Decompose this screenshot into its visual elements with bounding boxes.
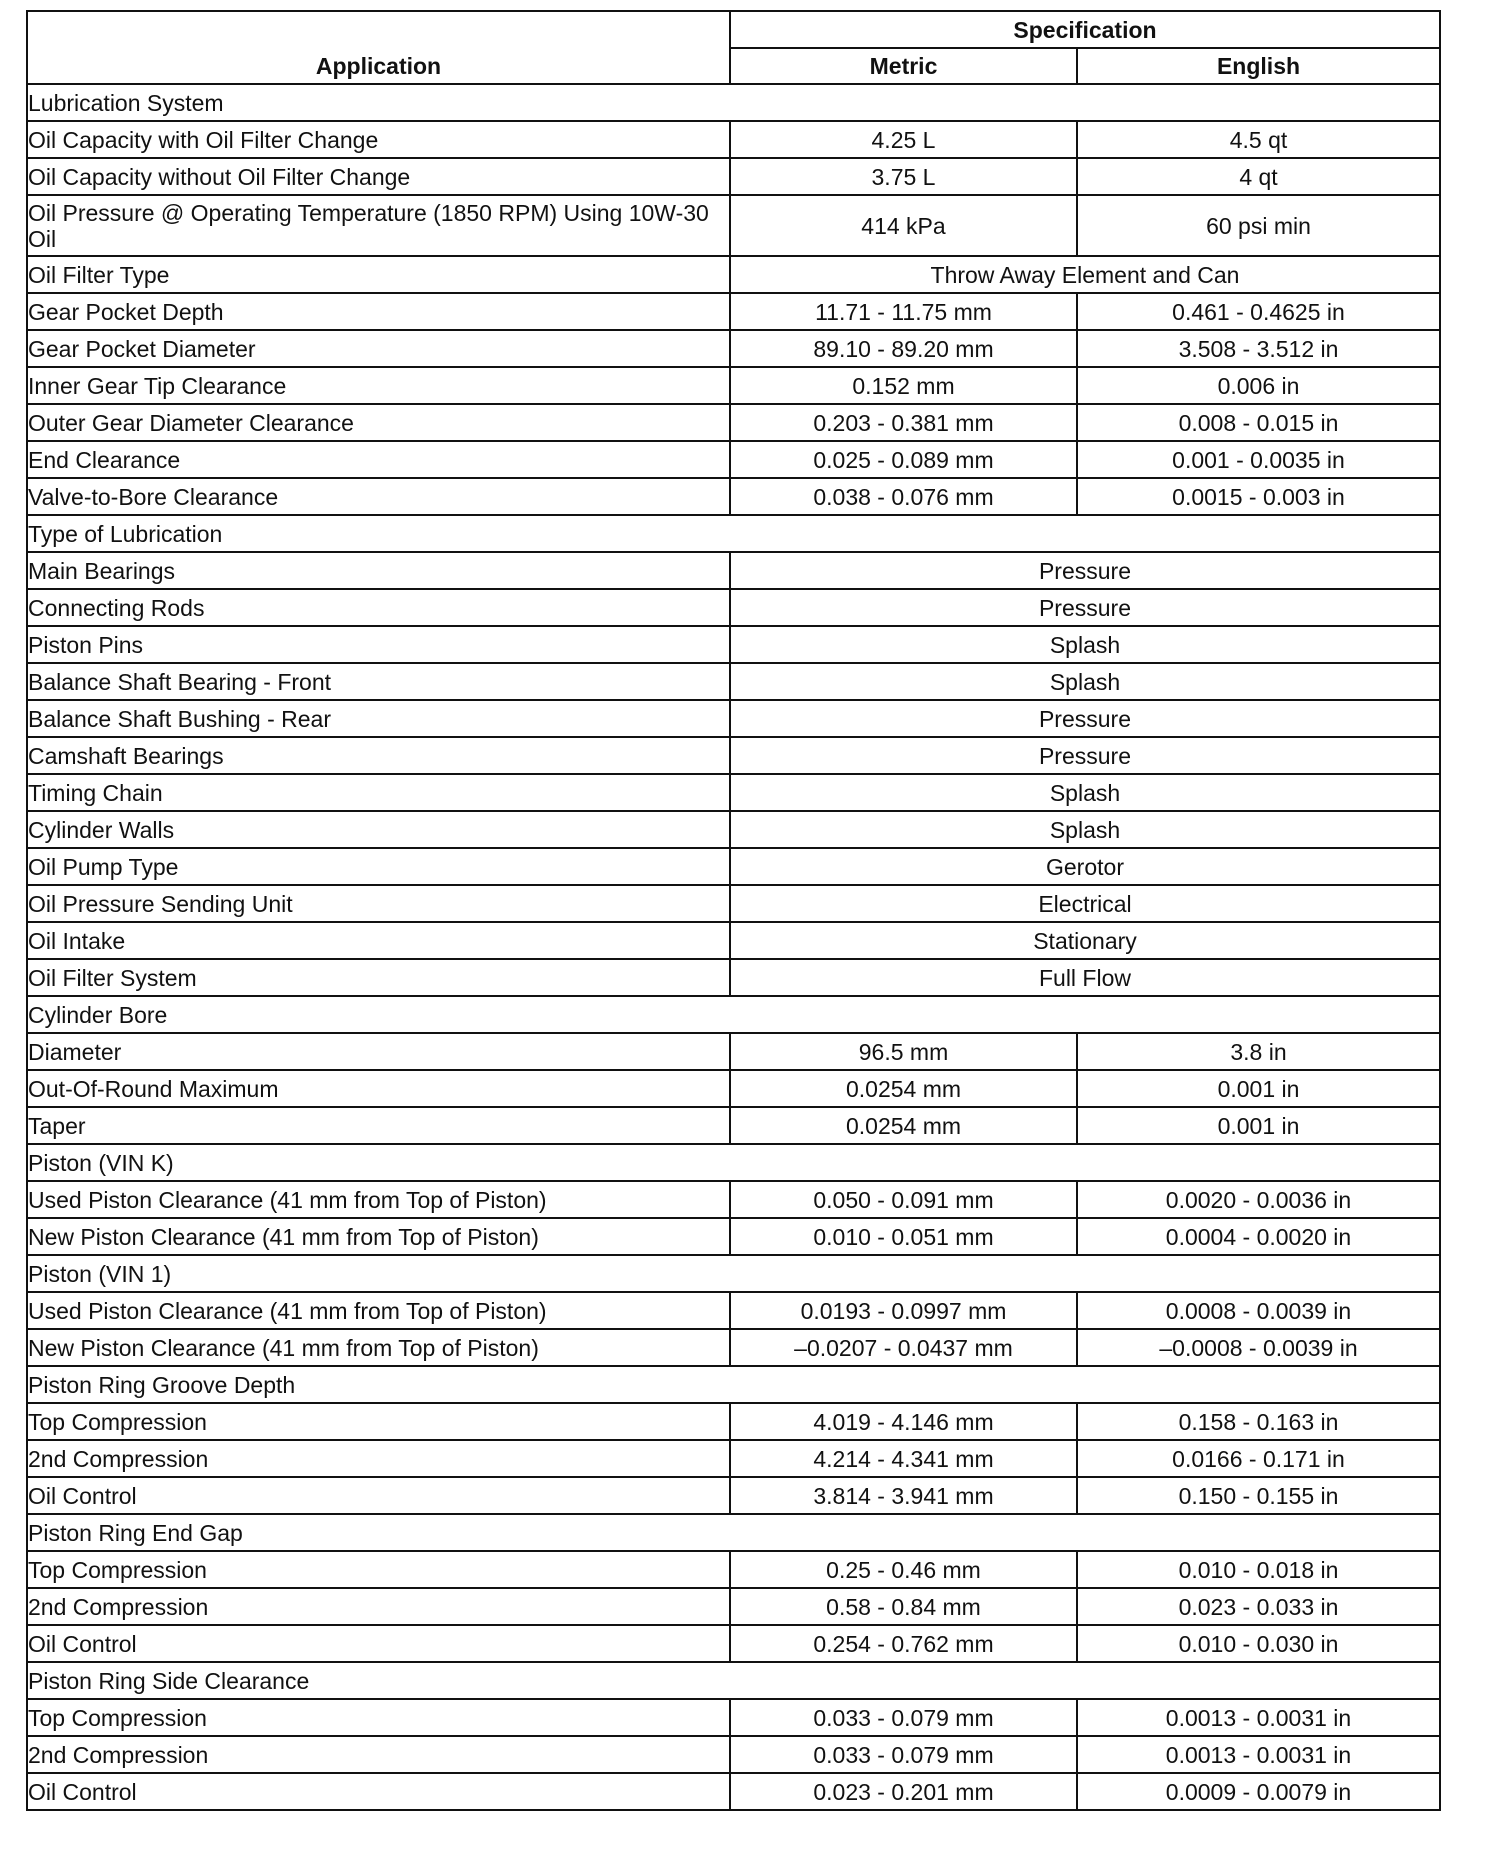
table-row (27, 1699, 1440, 1736)
table-row (27, 1736, 1440, 1773)
metric-cell: 0.0254 mm (730, 1107, 1077, 1144)
application-cell: Used Piston Clearance (41 mm from Top of Piston) (27, 1181, 730, 1218)
table-row (27, 195, 1440, 256)
english-cell: 0.0009 - 0.0079 in (1077, 1773, 1440, 1810)
application-cell: Oil Control (27, 1477, 730, 1514)
application-cell: Timing Chain (27, 774, 730, 811)
metric-cell: 3.814 - 3.941 mm (730, 1477, 1077, 1514)
metric-cell: 0.010 - 0.051 mm (730, 1218, 1077, 1255)
table-row (27, 552, 1440, 589)
english-cell: 0.158 - 0.163 in (1077, 1403, 1440, 1440)
section-row (27, 1662, 1440, 1699)
table-row (27, 959, 1440, 996)
english-cell: 0.023 - 0.033 in (1077, 1588, 1440, 1625)
table-row (27, 1440, 1440, 1477)
table-row (27, 158, 1440, 195)
table-row (27, 1403, 1440, 1440)
application-cell: Camshaft Bearings (27, 737, 730, 774)
application-cell: Valve-to-Bore Clearance (27, 478, 730, 515)
header-metric: Metric (730, 48, 1077, 84)
application-cell: New Piston Clearance (41 mm from Top of Piston) (27, 1329, 730, 1366)
english-cell: –0.0008 - 0.0039 in (1077, 1329, 1440, 1366)
table-row (27, 478, 1440, 515)
application-cell: Connecting Rods (27, 589, 730, 626)
application-cell: Gear Pocket Diameter (27, 330, 730, 367)
application-cell: Main Bearings (27, 552, 730, 589)
table-body (27, 84, 1440, 1810)
english-cell: 60 psi min (1077, 195, 1440, 256)
section-label: Type of Lubrication (27, 515, 1440, 552)
table-row (27, 700, 1440, 737)
english-cell: 0.001 in (1077, 1070, 1440, 1107)
application-cell: 2nd Compression (27, 1588, 730, 1625)
table-row (27, 1588, 1440, 1625)
application-cell: Oil Pump Type (27, 848, 730, 885)
section-label: Piston Ring Groove Depth (27, 1366, 1440, 1403)
application-cell: Cylinder Walls (27, 811, 730, 848)
english-cell: 0.0008 - 0.0039 in (1077, 1292, 1440, 1329)
metric-cell: 0.254 - 0.762 mm (730, 1625, 1077, 1662)
table-row (27, 1218, 1440, 1255)
table-row (27, 1181, 1440, 1218)
application-cell: Top Compression (27, 1699, 730, 1736)
metric-cell: 0.025 - 0.089 mm (730, 441, 1077, 478)
english-cell: 0.0015 - 0.003 in (1077, 478, 1440, 515)
application-cell: Oil Filter Type (27, 256, 730, 293)
section-label: Lubrication System (27, 84, 1440, 121)
table-row (27, 293, 1440, 330)
section-row (27, 1514, 1440, 1551)
table-row (27, 922, 1440, 959)
english-cell: 3.8 in (1077, 1033, 1440, 1070)
table-row (27, 848, 1440, 885)
header-english: English (1077, 48, 1440, 84)
specification-cell: Splash (730, 663, 1440, 700)
specification-cell: Throw Away Element and Can (730, 256, 1440, 293)
specification-cell: Pressure (730, 552, 1440, 589)
metric-cell: 0.023 - 0.201 mm (730, 1773, 1077, 1810)
english-cell: 4 qt (1077, 158, 1440, 195)
application-cell: End Clearance (27, 441, 730, 478)
english-cell: 0.0013 - 0.0031 in (1077, 1699, 1440, 1736)
english-cell: 0.0166 - 0.171 in (1077, 1440, 1440, 1477)
metric-cell: –0.0207 - 0.0437 mm (730, 1329, 1077, 1366)
english-cell: 3.508 - 3.512 in (1077, 330, 1440, 367)
section-row (27, 84, 1440, 121)
metric-cell: 0.050 - 0.091 mm (730, 1181, 1077, 1218)
specification-cell: Electrical (730, 885, 1440, 922)
section-row (27, 996, 1440, 1033)
application-cell: Top Compression (27, 1551, 730, 1588)
header-specification: Specification (730, 11, 1440, 48)
table-row (27, 1625, 1440, 1662)
metric-cell: 0.033 - 0.079 mm (730, 1699, 1077, 1736)
specification-cell: Pressure (730, 589, 1440, 626)
metric-cell: 4.019 - 4.146 mm (730, 1403, 1077, 1440)
table-row (27, 1292, 1440, 1329)
section-label: Piston Ring Side Clearance (27, 1662, 1440, 1699)
table-row (27, 663, 1440, 700)
application-cell: Top Compression (27, 1403, 730, 1440)
application-cell: Piston Pins (27, 626, 730, 663)
application-cell: Used Piston Clearance (41 mm from Top of Piston) (27, 1292, 730, 1329)
table-row (27, 589, 1440, 626)
english-cell: 0.008 - 0.015 in (1077, 404, 1440, 441)
metric-cell: 0.033 - 0.079 mm (730, 1736, 1077, 1773)
metric-cell: 0.25 - 0.46 mm (730, 1551, 1077, 1588)
english-cell: 0.006 in (1077, 367, 1440, 404)
specification-cell: Splash (730, 811, 1440, 848)
application-cell: Oil Intake (27, 922, 730, 959)
metric-cell: 89.10 - 89.20 mm (730, 330, 1077, 367)
table-row (27, 121, 1440, 158)
metric-cell: 96.5 mm (730, 1033, 1077, 1070)
section-label: Piston Ring End Gap (27, 1514, 1440, 1551)
table-header (27, 11, 1440, 84)
metric-cell: 0.038 - 0.076 mm (730, 478, 1077, 515)
table-row (27, 1477, 1440, 1514)
table-row (27, 1329, 1440, 1366)
english-cell: 0.001 - 0.0035 in (1077, 441, 1440, 478)
table-row (27, 774, 1440, 811)
english-cell: 0.0020 - 0.0036 in (1077, 1181, 1440, 1218)
application-cell: Taper (27, 1107, 730, 1144)
table-row (27, 1551, 1440, 1588)
english-cell: 0.150 - 0.155 in (1077, 1477, 1440, 1514)
table-row (27, 256, 1440, 293)
table-row (27, 737, 1440, 774)
specification-cell: Splash (730, 626, 1440, 663)
table-row (27, 1070, 1440, 1107)
metric-cell: 4.214 - 4.341 mm (730, 1440, 1077, 1477)
table-row (27, 367, 1440, 404)
table-row (27, 404, 1440, 441)
application-cell: Diameter (27, 1033, 730, 1070)
specification-cell: Pressure (730, 737, 1440, 774)
section-label: Piston (VIN K) (27, 1144, 1440, 1181)
table-row (27, 330, 1440, 367)
specification-cell: Pressure (730, 700, 1440, 737)
application-cell: Oil Control (27, 1773, 730, 1810)
application-cell: 2nd Compression (27, 1440, 730, 1477)
metric-cell: 0.58 - 0.84 mm (730, 1588, 1077, 1625)
english-cell: 0.010 - 0.030 in (1077, 1625, 1440, 1662)
spec-table (26, 10, 1441, 1811)
application-cell: Oil Control (27, 1625, 730, 1662)
application-cell: Inner Gear Tip Clearance (27, 367, 730, 404)
table-row (27, 885, 1440, 922)
application-cell: New Piston Clearance (41 mm from Top of Piston) (27, 1218, 730, 1255)
section-label: Piston (VIN 1) (27, 1255, 1440, 1292)
application-cell: Oil Pressure @ Operating Temperature (1850 RPM) Using 10W-30 Oil (27, 195, 730, 256)
section-row (27, 1255, 1440, 1292)
english-cell: 0.0013 - 0.0031 in (1077, 1736, 1440, 1773)
specification-cell: Gerotor (730, 848, 1440, 885)
table-row (27, 1773, 1440, 1810)
section-row (27, 1366, 1440, 1403)
metric-cell: 414 kPa (730, 195, 1077, 256)
table-row (27, 441, 1440, 478)
table-row (27, 626, 1440, 663)
table-row (27, 1107, 1440, 1144)
metric-cell: 0.152 mm (730, 367, 1077, 404)
english-cell: 0.0004 - 0.0020 in (1077, 1218, 1440, 1255)
application-cell: Gear Pocket Depth (27, 293, 730, 330)
header-application: Application (27, 11, 730, 84)
application-cell: Oil Capacity with Oil Filter Change (27, 121, 730, 158)
table-row (27, 1033, 1440, 1070)
specification-cell: Stationary (730, 922, 1440, 959)
metric-cell: 11.71 - 11.75 mm (730, 293, 1077, 330)
english-cell: 0.001 in (1077, 1107, 1440, 1144)
metric-cell: 0.203 - 0.381 mm (730, 404, 1077, 441)
metric-cell: 0.0254 mm (730, 1070, 1077, 1107)
table-row (27, 811, 1440, 848)
metric-cell: 3.75 L (730, 158, 1077, 195)
application-cell: Outer Gear Diameter Clearance (27, 404, 730, 441)
application-cell: Oil Pressure Sending Unit (27, 885, 730, 922)
section-label: Cylinder Bore (27, 996, 1440, 1033)
application-cell: 2nd Compression (27, 1736, 730, 1773)
metric-cell: 4.25 L (730, 121, 1077, 158)
section-row (27, 515, 1440, 552)
application-cell: Oil Capacity without Oil Filter Change (27, 158, 730, 195)
specification-cell: Full Flow (730, 959, 1440, 996)
application-cell: Oil Filter System (27, 959, 730, 996)
specification-cell: Splash (730, 774, 1440, 811)
metric-cell: 0.0193 - 0.0997 mm (730, 1292, 1077, 1329)
section-row (27, 1144, 1440, 1181)
application-cell: Balance Shaft Bearing - Front (27, 663, 730, 700)
application-cell: Balance Shaft Bushing - Rear (27, 700, 730, 737)
english-cell: 0.461 - 0.4625 in (1077, 293, 1440, 330)
english-cell: 0.010 - 0.018 in (1077, 1551, 1440, 1588)
application-cell: Out-Of-Round Maximum (27, 1070, 730, 1107)
english-cell: 4.5 qt (1077, 121, 1440, 158)
